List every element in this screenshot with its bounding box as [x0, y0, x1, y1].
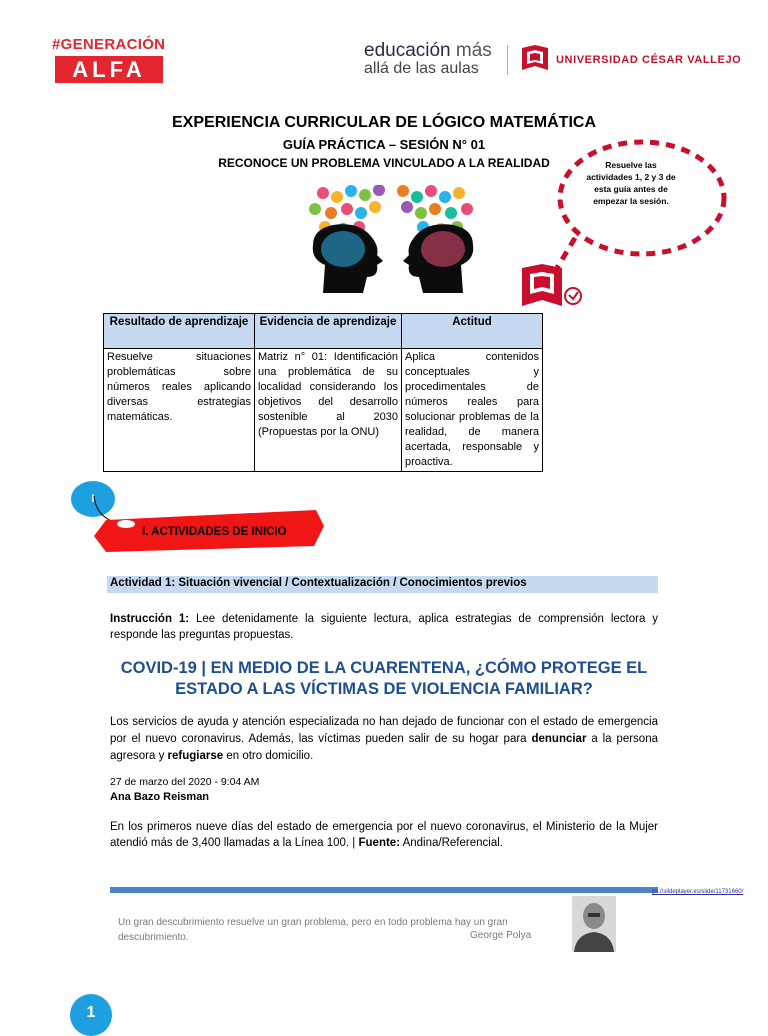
callout-text: Resuelve las actividades 1, 2 y 3 de esta guía antes de empezar la sesión. — [586, 160, 676, 206]
slogan-word-educacion: educación — [364, 40, 451, 61]
ucv-shield-icon — [520, 44, 550, 74]
instruction-label: Instrucción 1: — [110, 613, 190, 625]
p1-text-e: en otro domicilio. — [223, 750, 314, 762]
table-header-row — [104, 314, 543, 349]
brand-logo-alfa: ALFA — [55, 56, 163, 83]
university-name: UNIVERSIDAD CÉSAR VALLEJO — [556, 54, 742, 66]
ucv-mascot-icon — [520, 262, 586, 312]
slogan-word-mas: más — [450, 40, 492, 61]
instruction-paragraph — [110, 611, 658, 643]
header-actitud: Actitud — [402, 314, 543, 349]
cell-resultado: Resuelve situaciones problemáticas sobre números reales aplicando diversas estrategias matemáticas. — [104, 349, 255, 472]
activity-title: Actividad 1: Situación vivencial / Contextualización / Conocimientos previos — [110, 577, 527, 589]
source-link[interactable]: ps://slideplayer.es/slide/11731660/ — [652, 889, 744, 895]
article-paragraph-2 — [110, 819, 658, 851]
course-title: EXPERIENCIA CURRICULAR DE LÓGICO MATEMÁTICA — [172, 114, 596, 131]
article-headline: COVID-19 | EN MEDIO DE LA CUARENTENA, ¿CÓMO PROTEGE EL ESTADO A LAS VÍCTIMAS DE VIOLENCIA FAMILIAR? — [120, 659, 648, 698]
session-subtitle: RECONOCE UN PROBLEMA VINCULADO A LA REALIDAD — [218, 156, 550, 170]
polya-portrait-icon — [572, 896, 616, 952]
section-tag-label: I. ACTIVIDADES DE INICIO — [142, 526, 287, 538]
page-number-badge: 1 — [70, 994, 112, 1036]
article-date: 27 de marzo del 2020 - 9:04 AM — [110, 776, 260, 788]
article-paragraph-1 — [110, 714, 658, 765]
p2-text-c: Andina/Referencial. — [400, 837, 503, 849]
instruction-text: Lee detenidamente la siguiente lectura, aplica estrategias de comprensión lectora y responde las preguntas propuestas. — [110, 613, 658, 641]
p2-bold-fuente: Fuente: — [358, 837, 401, 849]
brand-hashtag: #GENERACIÓN — [52, 36, 166, 53]
cell-evidencia: Matriz n° 01: Identificación una problemática de su localidad considerando los objetivos del desarrollo sostenible al 2030 (Propuestas por la ONU) — [255, 349, 402, 472]
cell-actitud: Aplica contenidos conceptuales y procedimentales de números reales para solucionar problemas de la realidad, de manera acertada, responsable y proactiva. — [402, 349, 543, 472]
p1-text-c: a la persona agresora y — [110, 733, 658, 762]
slogan-line1 — [364, 40, 492, 62]
guide-title: GUÍA PRÁCTICA – SESIÓN N° 01 — [282, 137, 486, 152]
footer-divider — [110, 887, 658, 893]
article-author: Ana Bazo Reisman — [110, 791, 210, 803]
header-divider — [507, 45, 508, 75]
learning-outcomes-table — [103, 313, 543, 472]
header-evidencia: Evidencia de aprendizaje — [255, 314, 402, 349]
p1-bold-refugiarse: refugiarse — [167, 750, 224, 762]
p1-text-a: Los servicios de ayuda y atención especializada no han dejado de funcionar con el estado de emergencia por el nuevo coronavirus. Además, las víctimas pueden salir de su hogar para — [110, 716, 658, 745]
footer-quote: Un gran descubrimiento resuelve un gran problema, pero en todo problema hay un gran descubrimiento. — [118, 917, 508, 943]
p2-text-a: En los primeros nueve días del estado de emergencia por el nuevo coronavirus, el Ministerio de la Mujer atendió más de 3,400 llamadas a la Línea 100. | — [110, 821, 658, 849]
table-row — [104, 349, 543, 472]
brain-heads-illustration — [303, 185, 483, 293]
p1-bold-denunciar: denunciar — [531, 733, 587, 745]
quote-author: George Polya — [470, 930, 532, 941]
header-resultado: Resultado de aprendizaje — [104, 314, 255, 349]
section-circle-badge: I — [71, 481, 115, 517]
slogan-line2: allá de las aulas — [364, 60, 479, 77]
